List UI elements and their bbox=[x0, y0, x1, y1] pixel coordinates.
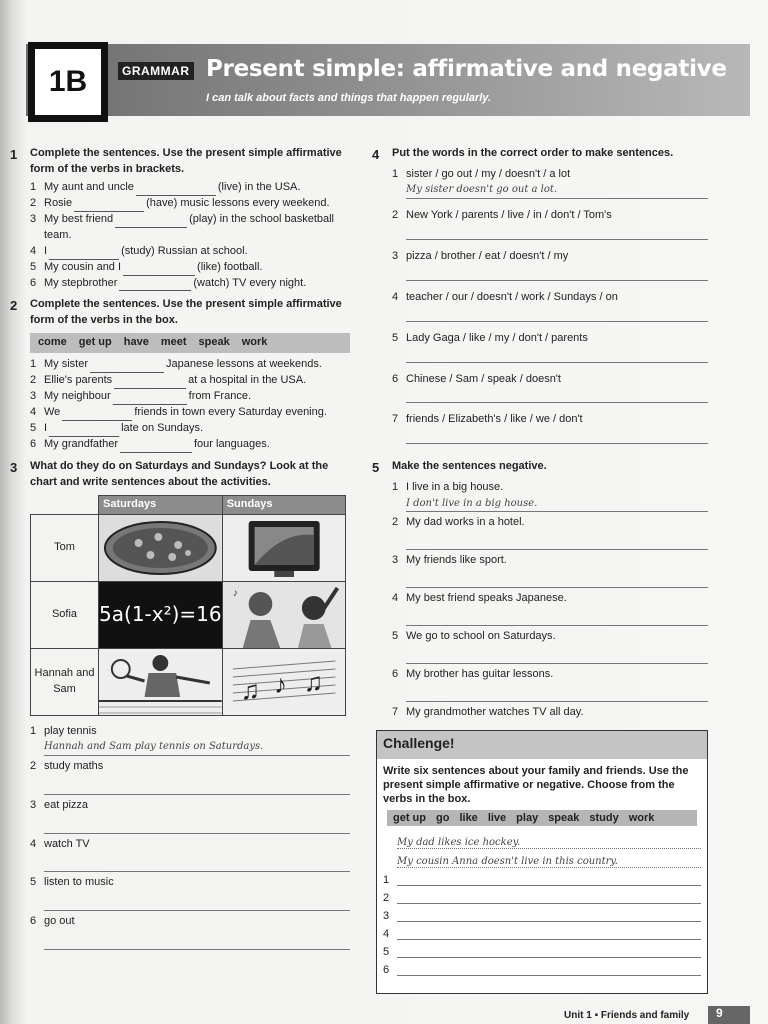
list-item: 2 Ellie's parents at a hospital in the USA. bbox=[10, 373, 350, 389]
tennis-icon bbox=[99, 648, 223, 715]
answer-line[interactable]: 1 bbox=[383, 868, 701, 886]
blank-field[interactable] bbox=[120, 442, 192, 453]
list-item: 6 My stepbrother (watch) TV every night. bbox=[10, 276, 350, 292]
challenge-title: Challenge! bbox=[377, 731, 707, 759]
page-footer bbox=[564, 1010, 689, 1021]
unit-badge bbox=[28, 42, 108, 122]
exercise-3 bbox=[10, 459, 350, 950]
blank-field[interactable] bbox=[49, 426, 119, 437]
exercise-instruction: Complete the sentences. Use the present simple affirmative form of the verbs in brackets. bbox=[30, 147, 342, 175]
example-line: My cousin Anna doesn't live in this country. bbox=[397, 849, 701, 868]
answer-line[interactable]: Hannah and Sam play tennis on Saturdays. bbox=[44, 740, 350, 756]
list-item: 2 Rosie (have) music lessons every weekend. bbox=[10, 196, 350, 212]
bullet-icon: ▪ bbox=[594, 1010, 599, 1021]
list-item: 4 We friends in town every Saturday evening. bbox=[10, 405, 350, 421]
page-subtitle: I can talk about facts and things that happen regularly. bbox=[206, 92, 492, 104]
maths-icon: 5a(1-x²)=16 bbox=[99, 581, 223, 648]
exercise-number: 1 bbox=[10, 147, 18, 162]
answer-line[interactable] bbox=[406, 224, 708, 240]
answer-line[interactable] bbox=[44, 775, 350, 795]
answer-line[interactable]: I don't live in a big house. bbox=[406, 496, 708, 512]
blank-field[interactable] bbox=[119, 280, 191, 291]
chart-row-name: Tom bbox=[31, 514, 99, 581]
footer-topic: Friends and family bbox=[600, 1010, 690, 1021]
list-item: 1 My sister Japanese lessons at weekends. bbox=[10, 357, 350, 373]
list-item: 2 New York / parents / live / in / don't / Tom's bbox=[392, 208, 612, 221]
answer-line[interactable]: 6 bbox=[383, 958, 701, 976]
answer-line[interactable] bbox=[406, 428, 708, 444]
list-item: 4 I (study) Russian at school. bbox=[10, 244, 350, 260]
list-item: 4 teacher / our / doesn't / work / Sundays / on bbox=[392, 290, 618, 303]
answer-line[interactable] bbox=[44, 814, 350, 834]
unit-code: 1B bbox=[48, 65, 88, 98]
list-item: 1 sister / go out / my / doesn't / a lot bbox=[392, 167, 571, 180]
list-item: 1 play tennis bbox=[30, 724, 97, 737]
exercise-5 bbox=[372, 459, 712, 720]
list-item: 3 My friends like sport. bbox=[392, 554, 507, 567]
tv-icon bbox=[222, 514, 345, 581]
answer-line[interactable]: 2 bbox=[383, 886, 701, 904]
list-item: 7 My grandmother watches TV all day. bbox=[392, 705, 584, 718]
blank-field[interactable] bbox=[123, 265, 195, 276]
list-item: 2 study maths bbox=[30, 759, 104, 772]
svg-text:♫: ♫ bbox=[303, 668, 323, 697]
chart-row-name: Hannah and Sam bbox=[31, 648, 99, 715]
answer-line[interactable] bbox=[406, 607, 708, 626]
grammar-tag: GRAMMAR bbox=[118, 62, 194, 80]
exercise-number: 4 bbox=[372, 147, 380, 162]
list-item: 5 My cousin and I (like) football. bbox=[10, 260, 350, 276]
page-title: Present simple: affirmative and negative bbox=[206, 56, 727, 82]
blank-field[interactable] bbox=[62, 410, 132, 421]
list-item: 6 go out bbox=[30, 915, 75, 928]
chart-header-saturdays: Saturdays bbox=[99, 495, 223, 514]
footer-unit: Unit 1 bbox=[564, 1010, 592, 1021]
answer-line[interactable] bbox=[406, 569, 708, 588]
exercise-1 bbox=[10, 146, 350, 291]
challenge-box bbox=[376, 730, 708, 994]
list-item: 4 watch TV bbox=[30, 837, 90, 850]
exercise-instruction: Make the sentences negative. bbox=[392, 460, 547, 473]
list-item: 5 Lady Gaga / like / my / don't / parents bbox=[392, 331, 588, 344]
exercise-instruction: Complete the sentences. Use the present simple affirmative form of the verbs in the box. bbox=[30, 298, 342, 327]
answer-line[interactable] bbox=[406, 683, 708, 702]
svg-text:♪: ♪ bbox=[232, 587, 238, 599]
example-line: My dad likes ice hockey. bbox=[397, 830, 701, 849]
exercise-number: 5 bbox=[372, 460, 380, 476]
list-item: 5 We go to school on Saturdays. bbox=[392, 630, 556, 642]
exercise-instruction: What do they do on Saturdays and Sundays? Look at the chart and write sentences about the activities. bbox=[30, 459, 329, 488]
list-item: 3 My best friend (play) in the school basketball team. bbox=[30, 212, 335, 241]
answer-line[interactable] bbox=[406, 645, 708, 664]
list-item: 5 listen to music bbox=[30, 876, 114, 889]
blank-field[interactable] bbox=[74, 201, 144, 212]
list-item: 7 friends / Elizabeth's / like / we / don't bbox=[392, 413, 583, 426]
exercise-number: 3 bbox=[10, 459, 18, 475]
answer-line[interactable] bbox=[406, 347, 708, 363]
right-column bbox=[372, 146, 712, 721]
chart-row-name: Sofia bbox=[31, 581, 99, 648]
list-item: 3 pizza / brother / eat / doesn't / my bbox=[392, 249, 569, 262]
list-item: 6 My grandfather four languages. bbox=[10, 437, 350, 453]
list-item: 1 I live in a big house. bbox=[392, 481, 504, 494]
svg-text:♫: ♫ bbox=[240, 676, 260, 705]
list-item: 2 My dad works in a hotel. bbox=[392, 516, 525, 529]
answer-line[interactable] bbox=[44, 930, 350, 950]
list-item: 3 My neighbour from France. bbox=[10, 389, 350, 405]
blank-field[interactable] bbox=[115, 217, 187, 228]
activity-chart bbox=[30, 495, 346, 716]
list-item: 5 I late on Sundays. bbox=[10, 421, 350, 437]
blank-field[interactable] bbox=[136, 185, 216, 196]
answer-line[interactable] bbox=[406, 306, 708, 322]
blank-field[interactable] bbox=[114, 378, 186, 389]
answer-line[interactable] bbox=[406, 265, 708, 281]
dancing-icon bbox=[222, 581, 345, 648]
exercise-number: 2 bbox=[10, 298, 18, 314]
list-item: 3 eat pizza bbox=[30, 798, 89, 811]
list-item: 6 Chinese / Sam / speak / doesn't bbox=[392, 372, 561, 385]
list-item: 1 My aunt and uncle (live) in the USA. bbox=[10, 180, 350, 196]
blank-field[interactable] bbox=[90, 362, 164, 373]
challenge-instruction: Write six sentences about your family and friends. Use the present simple affirmative or negative. Choose from the verbs in the box. bbox=[383, 765, 689, 805]
svg-text:♪: ♪ bbox=[273, 670, 287, 699]
word-box: come get up have meet speak work bbox=[30, 333, 350, 353]
word-box: get up go like live play speak study work bbox=[387, 810, 697, 826]
list-item: 4 My best friend speaks Japanese. bbox=[392, 592, 567, 605]
blank-field[interactable] bbox=[49, 249, 119, 260]
exercise-2 bbox=[10, 297, 350, 452]
answer-line[interactable] bbox=[44, 891, 350, 911]
answer-line[interactable]: 4 bbox=[383, 922, 701, 940]
blank-field[interactable] bbox=[113, 394, 187, 405]
list-item: 6 My brother has guitar lessons. bbox=[392, 667, 554, 680]
left-column bbox=[10, 146, 350, 953]
answer-line[interactable]: 3 bbox=[383, 904, 701, 922]
answer-line[interactable] bbox=[406, 387, 708, 403]
answer-line[interactable]: 5 bbox=[383, 940, 701, 958]
page-number: 9 bbox=[708, 1006, 750, 1024]
answer-line[interactable] bbox=[44, 852, 350, 872]
pizza-icon bbox=[99, 514, 223, 581]
exercise-4 bbox=[372, 146, 712, 444]
chart-header-sundays: Sundays bbox=[222, 495, 345, 514]
music-icon bbox=[222, 648, 345, 715]
answer-line[interactable] bbox=[406, 531, 708, 550]
answer-line[interactable]: My sister doesn't go out a lot. bbox=[406, 183, 708, 199]
exercise-instruction: Put the words in the correct order to make sentences. bbox=[392, 147, 674, 159]
